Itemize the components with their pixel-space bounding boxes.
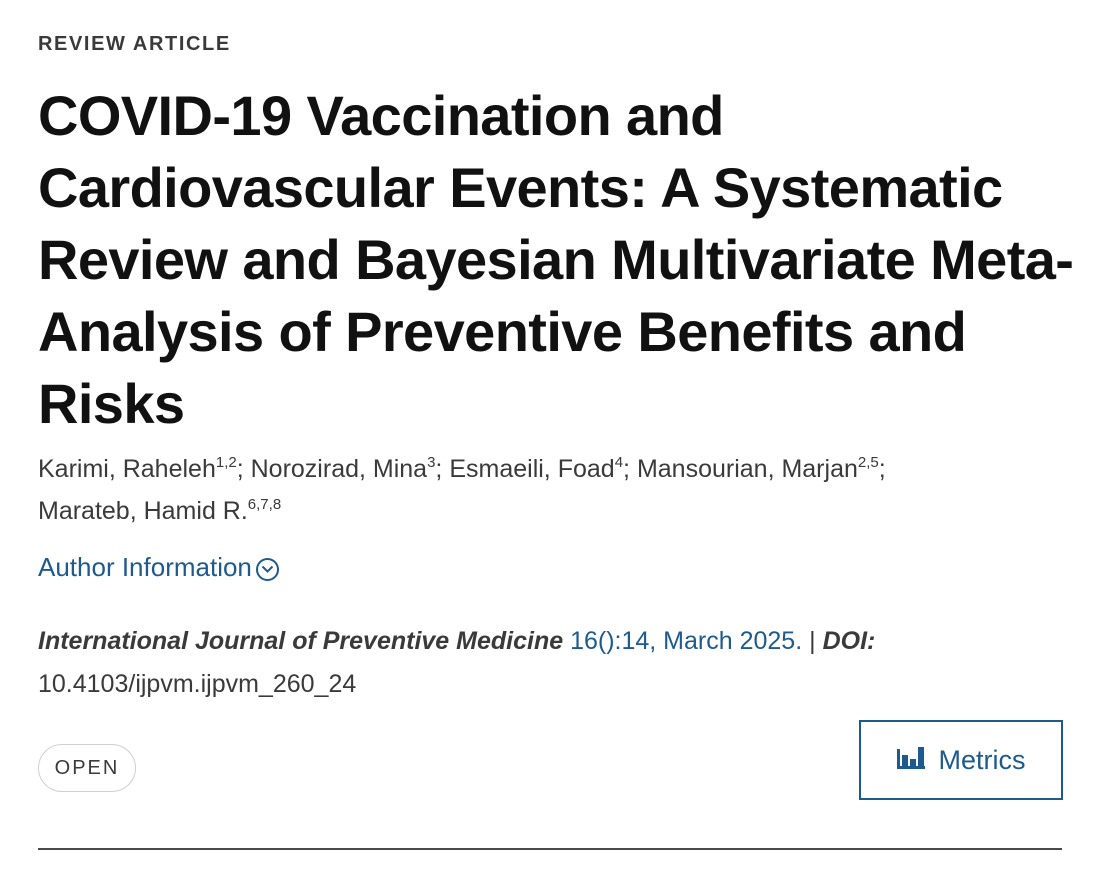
- author-information-toggle[interactable]: [38, 552, 279, 583]
- author-separator: ;: [236, 455, 251, 483]
- doi-label: DOI:: [822, 627, 876, 655]
- author-separator: ;: [435, 455, 450, 483]
- article-title: COVID-19 Vaccination and Cardiovascular Events: A Systematic Review and Bayesian Multivariate Meta-Analysis of Preventive Benefits and Risks: [38, 84, 1074, 435]
- doi-value: 10.4103/ijpvm.ijpvm_260_24: [38, 670, 357, 698]
- chevron-down-circle-icon: [256, 558, 279, 581]
- author-affiliation: 6,7,8: [247, 496, 282, 513]
- author-name[interactable]: Norozirad, Mina: [250, 455, 428, 483]
- bar-chart-icon: [897, 745, 925, 776]
- author-name[interactable]: Esmaeili, Foad: [449, 455, 615, 483]
- citation-separator: |: [809, 627, 816, 655]
- open-access-badge: OPEN: [38, 744, 136, 792]
- article-type-label: REVIEW ARTICLE: [38, 33, 231, 55]
- author-affiliation: 1,2: [215, 454, 237, 471]
- author-information-label: Author Information: [38, 552, 252, 582]
- author-name[interactable]: Mansourian, Marjan: [636, 455, 858, 483]
- volume-link[interactable]: 16():14, March 2025.: [570, 627, 803, 655]
- author-affiliation: 2,5: [857, 454, 879, 471]
- author-list: [38, 448, 1038, 532]
- author-name[interactable]: Marateb, Hamid R.: [38, 497, 248, 525]
- author-affiliation: 4: [614, 454, 624, 471]
- divider: [38, 848, 1062, 850]
- metrics-label: Metrics: [938, 744, 1026, 775]
- author-separator: ;: [878, 455, 886, 483]
- author-affiliation: 3: [427, 454, 436, 471]
- author-separator: ;: [623, 455, 637, 483]
- author-name[interactable]: Karimi, Raheleh: [38, 455, 216, 483]
- journal-name: International Journal of Preventive Medicine: [38, 627, 564, 655]
- metrics-button[interactable]: [859, 720, 1063, 800]
- citation: [38, 620, 1038, 706]
